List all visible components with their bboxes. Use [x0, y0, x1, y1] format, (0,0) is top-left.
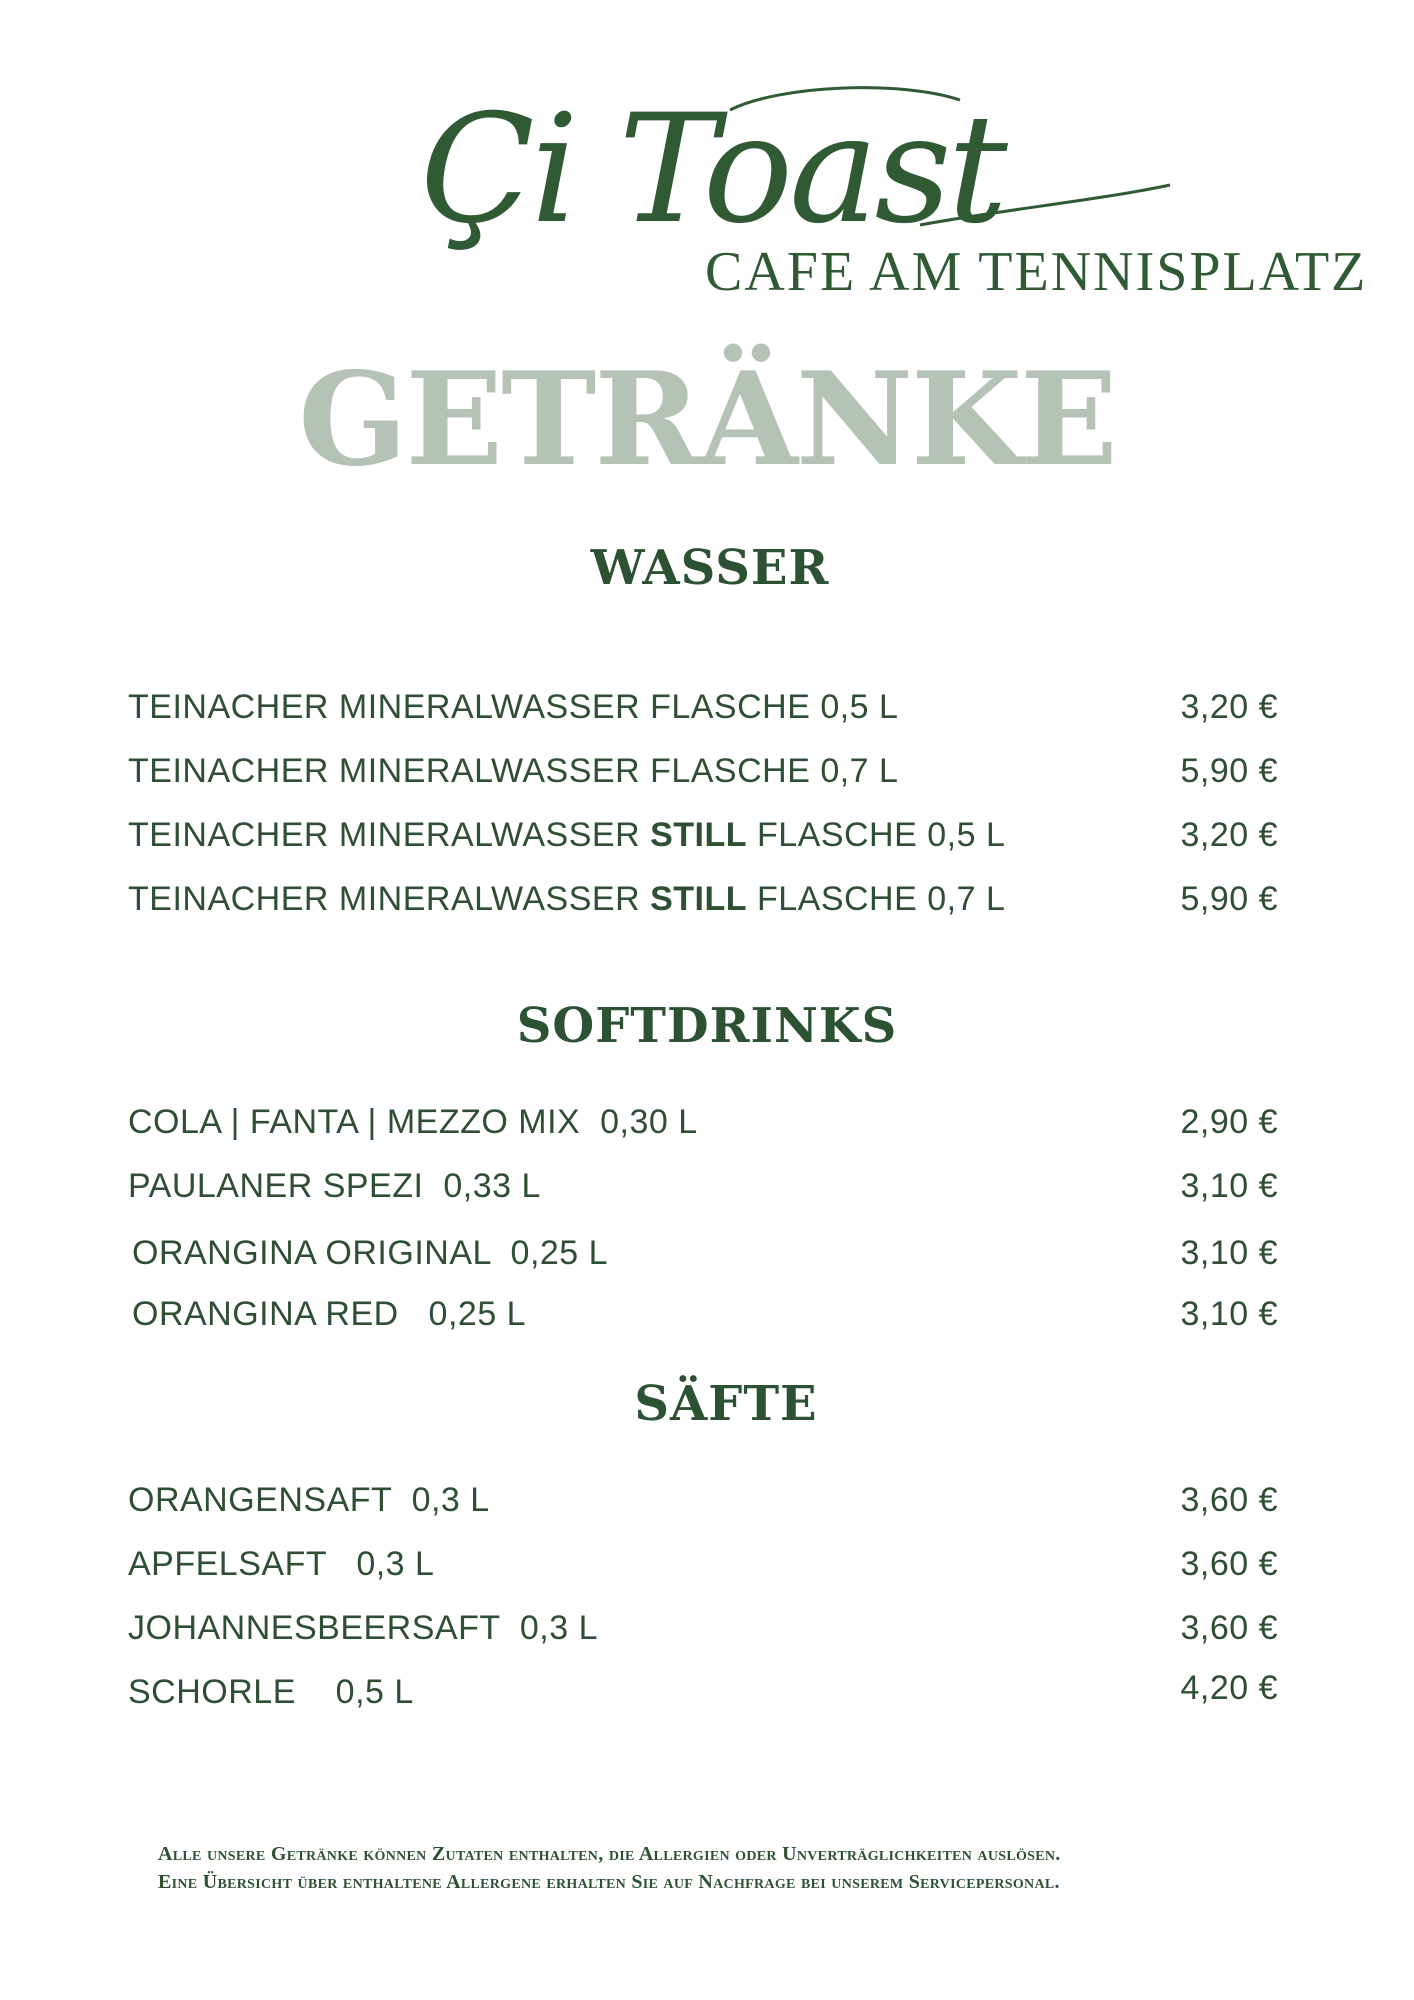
footnote-line-1: Alle unsere Getränke können Zutaten enthalten, die Allergien oder Unverträglichkeiten auslösen. [158, 1843, 1061, 1865]
item-price: 2,90 € [1180, 1103, 1278, 1141]
menu-item [132, 1295, 1278, 1341]
menu-item [128, 880, 1278, 926]
item-name: COLA | FANTA | MEZZO MIX 0,30 L [128, 1103, 698, 1141]
item-still-label: STILL [650, 880, 748, 918]
item-still-label: STILL [650, 816, 748, 854]
menu-item [128, 1669, 1278, 1719]
logo-script-text: Çi Toast [420, 83, 1004, 257]
item-name: TEINACHER MINERALWASSER FLASCHE 0,5 L [128, 688, 899, 726]
menu-item [128, 1103, 1278, 1149]
item-name: TEINACHER MINERALWASSER FLASCHE 0,7 L [128, 752, 899, 790]
item-name: TEINACHER MINERALWASSER [128, 880, 651, 918]
item-price: 5,90 € [1180, 752, 1278, 790]
item-price: 3,10 € [1180, 1295, 1278, 1333]
allergen-footnote [158, 1840, 1358, 1896]
cafe-logo [400, 80, 1368, 310]
menu-item [128, 1609, 1278, 1655]
item-name: TEINACHER MINERALWASSER [128, 816, 651, 854]
item-price: 3,10 € [1180, 1234, 1278, 1272]
item-price: 4,20 € [1180, 1669, 1278, 1707]
item-name: ORANGENSAFT 0,3 L [128, 1481, 490, 1519]
menu-item [128, 688, 1278, 734]
item-price: 3,60 € [1180, 1545, 1278, 1583]
item-size: FLASCHE 0,5 L [747, 816, 1006, 854]
section-title-softdrinks: SOFTDRINKS [516, 998, 898, 1054]
item-price: 3,20 € [1180, 688, 1278, 726]
menu-item [128, 1481, 1278, 1527]
section-title-saefte: SÄFTE [634, 1376, 818, 1432]
item-name: ORANGINA RED 0,25 L [132, 1295, 527, 1333]
item-price: 3,20 € [1180, 816, 1278, 854]
menu-item [128, 1167, 1278, 1213]
item-size: FLASCHE 0,7 L [747, 880, 1006, 918]
logo-subtitle: CAFE AM TENNISPLATZ [705, 241, 1368, 303]
menu-item [128, 1545, 1278, 1591]
section-title-wasser: WASSER [590, 540, 830, 596]
item-price: 3,60 € [1180, 1609, 1278, 1647]
item-price: 3,10 € [1180, 1167, 1278, 1205]
item-price: 5,90 € [1180, 880, 1278, 918]
item-name: SCHORLE 0,5 L [128, 1673, 414, 1711]
item-name: APFELSAFT 0,3 L [128, 1545, 435, 1583]
menu-item [132, 1234, 1278, 1280]
item-name: JOHANNESBEERSAFT 0,3 L [128, 1609, 599, 1647]
footnote-line-2: Eine Übersicht über enthaltene Allergene erhalten Sie auf Nachfrage bei unserem Servicepersonal. [158, 1871, 1060, 1893]
menu-item [128, 752, 1278, 798]
item-name: ORANGINA ORIGINAL 0,25 L [132, 1234, 609, 1272]
item-price: 3,60 € [1180, 1481, 1278, 1519]
page-title: GETRÄNKE [298, 345, 1116, 495]
menu-item [128, 816, 1278, 862]
item-name: PAULANER SPEZI 0,33 L [128, 1167, 541, 1205]
